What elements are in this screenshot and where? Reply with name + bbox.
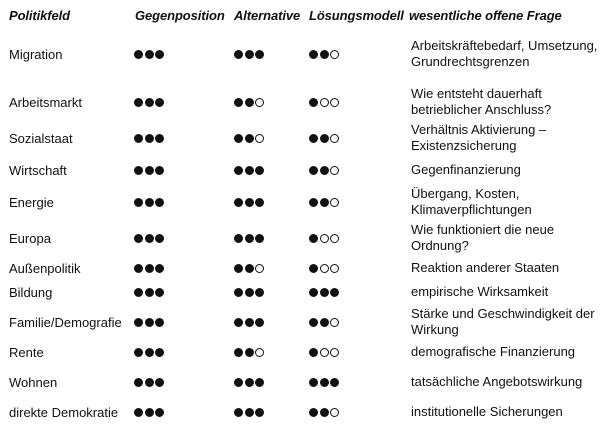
filled-dot-icon: [234, 98, 243, 107]
gegenposition-rating: [134, 364, 166, 400]
open-question: Verhältnis Aktivierung – Existenzsicherung: [411, 122, 547, 153]
filled-dot-icon: [134, 198, 143, 207]
table-row: [0, 184, 605, 220]
filled-dot-icon: [234, 198, 243, 207]
open-question: Übergang, Kosten, Klimaverpflichtungen: [411, 186, 532, 217]
alternative-rating: [234, 220, 266, 256]
filled-dot-icon: [309, 166, 318, 175]
open-question: Wie entsteht dauerhaft betrieblicher Anschluss?: [411, 86, 552, 117]
filled-dot-icon: [245, 348, 254, 357]
gegenposition-rating: [134, 280, 166, 304]
table-row: [0, 28, 605, 80]
table-row: [0, 156, 605, 184]
filled-dot-icon: [245, 408, 254, 417]
filled-dot-icon: [134, 50, 143, 59]
filled-dot-icon: [134, 318, 143, 327]
filled-dot-icon: [155, 264, 164, 273]
filled-dot-icon: [234, 408, 243, 417]
filled-dot-icon: [320, 198, 329, 207]
filled-dot-icon: [145, 264, 154, 273]
alternative-rating: [234, 400, 266, 424]
filled-dot-icon: [155, 134, 164, 143]
gegenposition-rating: [134, 220, 166, 256]
gegenposition-rating: [134, 304, 166, 340]
header-alternative: Alternative: [234, 8, 301, 23]
table-row: [0, 364, 605, 400]
filled-dot-icon: [134, 234, 143, 243]
filled-dot-icon: [155, 288, 164, 297]
loesungsmodell-rating: [309, 184, 341, 220]
filled-dot-icon: [134, 288, 143, 297]
gegenposition-rating: [134, 184, 166, 220]
open-question: demografische Finanzierung: [411, 344, 576, 359]
gegenposition-rating: [134, 400, 166, 424]
filled-dot-icon: [234, 50, 243, 59]
loesungsmodell-rating: [309, 28, 341, 80]
filled-dot-icon: [245, 198, 254, 207]
loesungsmodell-rating: [309, 256, 341, 280]
empty-dot-icon: [320, 98, 329, 107]
filled-dot-icon: [330, 378, 339, 387]
filled-dot-icon: [255, 288, 264, 297]
filled-dot-icon: [309, 234, 318, 243]
table-row: [0, 400, 605, 424]
empty-dot-icon: [330, 408, 339, 417]
loesungsmodell-rating: [309, 340, 341, 364]
topic-label: Wirtschaft: [9, 162, 67, 178]
topic-label: Rente: [9, 344, 44, 360]
filled-dot-icon: [145, 98, 154, 107]
loesungsmodell-rating: [309, 220, 341, 256]
filled-dot-icon: [234, 318, 243, 327]
filled-dot-icon: [134, 348, 143, 357]
filled-dot-icon: [155, 408, 164, 417]
empty-dot-icon: [320, 264, 329, 273]
filled-dot-icon: [155, 318, 164, 327]
filled-dot-icon: [145, 378, 154, 387]
filled-dot-icon: [234, 288, 243, 297]
filled-dot-icon: [155, 234, 164, 243]
filled-dot-icon: [155, 378, 164, 387]
table-row: [0, 304, 605, 340]
empty-dot-icon: [330, 348, 339, 357]
empty-dot-icon: [255, 264, 264, 273]
table-row: [0, 220, 605, 256]
loesungsmodell-rating: [309, 280, 341, 304]
open-question: empirische Wirksamkeit: [411, 284, 549, 299]
table-row: [0, 340, 605, 364]
filled-dot-icon: [155, 50, 164, 59]
loesungsmodell-rating: [309, 400, 341, 424]
alternative-rating: [234, 156, 266, 184]
loesungsmodell-rating: [309, 364, 341, 400]
filled-dot-icon: [309, 134, 318, 143]
loesungsmodell-rating: [309, 84, 341, 120]
filled-dot-icon: [255, 198, 264, 207]
loesungsmodell-rating: [309, 156, 341, 184]
alternative-rating: [234, 84, 266, 120]
filled-dot-icon: [134, 134, 143, 143]
topic-label: Energie: [9, 194, 54, 210]
empty-dot-icon: [330, 134, 339, 143]
empty-dot-icon: [330, 166, 339, 175]
filled-dot-icon: [309, 50, 318, 59]
alternative-rating: [234, 28, 266, 80]
alternative-rating: [234, 280, 266, 304]
filled-dot-icon: [245, 378, 254, 387]
table-row: [0, 120, 605, 156]
alternative-rating: [234, 120, 266, 156]
empty-dot-icon: [330, 98, 339, 107]
filled-dot-icon: [309, 348, 318, 357]
empty-dot-icon: [255, 348, 264, 357]
filled-dot-icon: [320, 166, 329, 175]
filled-dot-icon: [330, 288, 339, 297]
filled-dot-icon: [234, 264, 243, 273]
loesungsmodell-rating: [309, 120, 341, 156]
alternative-rating: [234, 184, 266, 220]
filled-dot-icon: [309, 288, 318, 297]
gegenposition-rating: [134, 28, 166, 80]
empty-dot-icon: [330, 50, 339, 59]
filled-dot-icon: [134, 378, 143, 387]
filled-dot-icon: [320, 408, 329, 417]
empty-dot-icon: [255, 134, 264, 143]
filled-dot-icon: [145, 50, 154, 59]
open-question: Arbeitskräftebedarf, Umsetzung, Grundrechtsgrenzen: [411, 38, 598, 69]
filled-dot-icon: [255, 166, 264, 175]
filled-dot-icon: [234, 134, 243, 143]
gegenposition-rating: [134, 120, 166, 156]
empty-dot-icon: [320, 348, 329, 357]
open-question: Wie funktioniert die neue Ordnung?: [411, 222, 555, 253]
filled-dot-icon: [134, 408, 143, 417]
alternative-rating: [234, 256, 266, 280]
filled-dot-icon: [155, 348, 164, 357]
empty-dot-icon: [330, 198, 339, 207]
table-row: [0, 280, 605, 304]
filled-dot-icon: [245, 166, 254, 175]
filled-dot-icon: [320, 288, 329, 297]
filled-dot-icon: [145, 288, 154, 297]
filled-dot-icon: [309, 378, 318, 387]
filled-dot-icon: [155, 198, 164, 207]
topic-label: Migration: [9, 46, 63, 62]
filled-dot-icon: [245, 264, 254, 273]
topic-label: Sozialstaat: [9, 130, 73, 146]
open-question: Gegenfinanzierung: [411, 162, 521, 177]
filled-dot-icon: [320, 318, 329, 327]
filled-dot-icon: [155, 166, 164, 175]
filled-dot-icon: [309, 408, 318, 417]
filled-dot-icon: [145, 408, 154, 417]
filled-dot-icon: [134, 98, 143, 107]
topic-label: Europa: [9, 230, 51, 246]
filled-dot-icon: [309, 318, 318, 327]
filled-dot-icon: [145, 134, 154, 143]
topic-label: Familie/Demografie: [9, 314, 122, 330]
filled-dot-icon: [255, 378, 264, 387]
empty-dot-icon: [320, 234, 329, 243]
filled-dot-icon: [155, 98, 164, 107]
filled-dot-icon: [134, 166, 143, 175]
header-gegenposition: Gegenposition: [135, 8, 225, 23]
filled-dot-icon: [320, 378, 329, 387]
filled-dot-icon: [145, 348, 154, 357]
table-row: [0, 256, 605, 280]
filled-dot-icon: [145, 198, 154, 207]
gegenposition-rating: [134, 256, 166, 280]
filled-dot-icon: [145, 166, 154, 175]
filled-dot-icon: [234, 348, 243, 357]
filled-dot-icon: [234, 166, 243, 175]
header-loesungsmodell: Lösungsmodell: [309, 8, 404, 23]
header-politikfeld: Politikfeld: [9, 8, 71, 23]
filled-dot-icon: [255, 234, 264, 243]
alternative-rating: [234, 304, 266, 340]
filled-dot-icon: [245, 288, 254, 297]
open-question: tatsächliche Angebotswirkung: [411, 374, 583, 389]
topic-label: Arbeitsmarkt: [9, 94, 82, 110]
topic-label: Wohnen: [9, 374, 58, 390]
alternative-rating: [234, 364, 266, 400]
alternative-rating: [234, 340, 266, 364]
topic-label: Außenpolitik: [9, 260, 81, 276]
filled-dot-icon: [255, 318, 264, 327]
filled-dot-icon: [255, 408, 264, 417]
empty-dot-icon: [255, 98, 264, 107]
open-question: institutionelle Sicherungen: [411, 404, 563, 419]
filled-dot-icon: [309, 198, 318, 207]
open-question: Reaktion anderer Staaten: [411, 260, 560, 275]
loesungsmodell-rating: [309, 304, 341, 340]
empty-dot-icon: [330, 318, 339, 327]
filled-dot-icon: [320, 134, 329, 143]
filled-dot-icon: [234, 234, 243, 243]
filled-dot-icon: [145, 234, 154, 243]
filled-dot-icon: [245, 98, 254, 107]
filled-dot-icon: [309, 98, 318, 107]
table-row: [0, 84, 605, 120]
filled-dot-icon: [320, 50, 329, 59]
empty-dot-icon: [330, 264, 339, 273]
filled-dot-icon: [245, 134, 254, 143]
gegenposition-rating: [134, 156, 166, 184]
filled-dot-icon: [134, 264, 143, 273]
filled-dot-icon: [245, 234, 254, 243]
filled-dot-icon: [245, 318, 254, 327]
gegenposition-rating: [134, 84, 166, 120]
filled-dot-icon: [234, 378, 243, 387]
filled-dot-icon: [255, 50, 264, 59]
filled-dot-icon: [145, 318, 154, 327]
empty-dot-icon: [330, 234, 339, 243]
header-offene-frage: wesentliche offene Frage: [409, 8, 562, 23]
filled-dot-icon: [309, 264, 318, 273]
topic-label: direkte Demokratie: [9, 404, 119, 420]
gegenposition-rating: [134, 340, 166, 364]
open-question: Stärke und Geschwindigkeit der Wirkung: [411, 306, 595, 337]
topic-label: Bildung: [9, 284, 53, 300]
filled-dot-icon: [245, 50, 254, 59]
